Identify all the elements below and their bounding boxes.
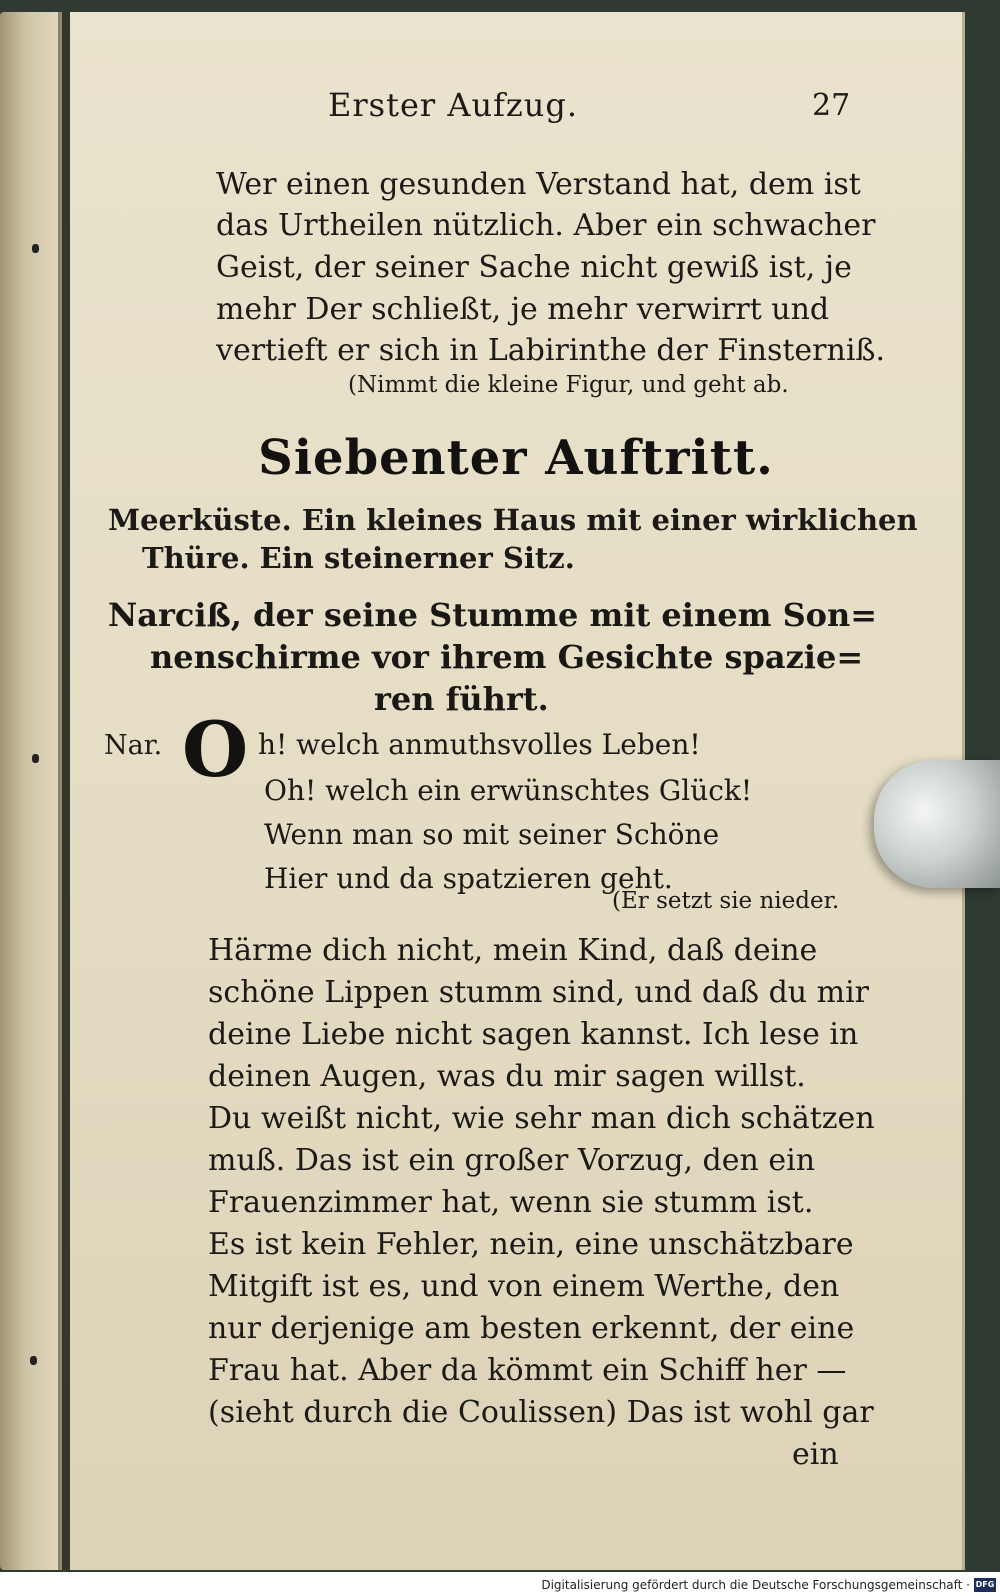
cast-line: nenschirme vor ihrem Gesichte spazie= — [150, 638, 864, 676]
text-line: Wer einen gesunden Verstand hat, dem ist — [216, 167, 861, 202]
left-page-edge — [0, 12, 62, 1570]
text-line: mehr Der schließt, je mehr verwirrt und — [216, 292, 830, 327]
text-line: Härme dich nicht, mein Kind, daß deine — [208, 933, 818, 968]
text-line: vertieft er sich in Labirinthe der Finsterniß. — [216, 333, 886, 368]
text-line: deinen Augen, was du mir sagen willst. — [208, 1059, 806, 1094]
cast-line: Narciß, der seine Stumme mit einem Son= — [108, 596, 878, 634]
margin-mark — [32, 754, 39, 763]
book-page — [70, 12, 965, 1570]
text-line: deine Liebe nicht sagen kannst. Ich lese in — [208, 1017, 859, 1052]
drop-capital: O — [182, 705, 249, 794]
text-line: Es ist kein Fehler, nein, eine unschätzbare — [208, 1227, 854, 1262]
text-line: Du weißt nicht, wie sehr man dich schätzen — [208, 1101, 875, 1136]
text-line: das Urtheilen nützlich. Aber ein schwacher — [216, 208, 876, 243]
text-line: muß. Das ist ein großer Vorzug, den ein — [208, 1143, 816, 1178]
text-line: Geist, der seiner Sache nicht gewiß ist, je — [216, 250, 852, 285]
stage-direction: (Er setzt sie nieder. — [612, 888, 840, 914]
footer-bar — [0, 1572, 1000, 1596]
verse-line: Oh! welch ein erwünschtes Glück! — [264, 774, 753, 807]
page-clip — [874, 760, 1000, 888]
footer-credit: Digitalisierung gefördert durch die Deutsche Forschungsgemeinschaft · — [541, 1578, 970, 1592]
verse-line: Hier und da spatzieren geht. — [264, 862, 673, 895]
page-number: 27 — [812, 88, 851, 123]
cast-line: ren führt. — [374, 680, 549, 718]
verse-line: Wenn man so mit seiner Schöne — [264, 818, 720, 851]
speaker-label: Nar. — [104, 730, 163, 761]
text-line: Frau hat. Aber da kömmt ein Schiff her — — [208, 1353, 847, 1388]
text-line: Frauenzimmer hat, wenn sie stumm ist. — [208, 1185, 814, 1220]
page-header — [70, 86, 962, 136]
stage-direction: (Nimmt die kleine Figur, und geht ab. — [348, 372, 789, 398]
text-line: (sieht durch die Coulissen) Das ist wohl gar — [208, 1395, 874, 1430]
text-line: nur derjenige am besten erkennt, der eine — [208, 1311, 855, 1346]
text-line: Mitgift ist es, und von einem Werthe, den — [208, 1269, 840, 1304]
catchword: ein — [792, 1437, 839, 1472]
verse-line: h! welch anmuthsvolles Leben! — [258, 728, 701, 761]
running-head: Erster Aufzug. — [328, 86, 579, 124]
margin-mark — [32, 244, 39, 253]
text-line: schöne Lippen stumm sind, und daß du mir — [208, 975, 870, 1010]
setting-line: Thüre. Ein steinerner Sitz. — [142, 541, 575, 575]
setting-line: Meerküste. Ein kleines Haus mit einer wirklichen — [108, 503, 918, 537]
scene-heading: Siebenter Auftritt. — [258, 430, 774, 486]
dfg-logo: DFG — [974, 1578, 996, 1592]
margin-mark — [30, 1356, 37, 1365]
